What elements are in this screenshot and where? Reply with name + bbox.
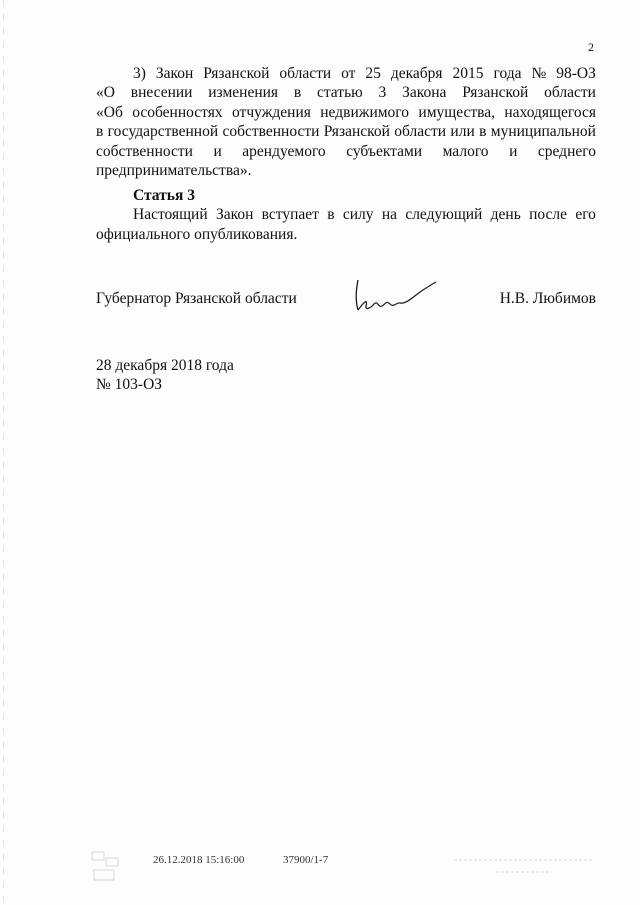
word: малого [442, 142, 489, 160]
word: «О [96, 84, 115, 102]
footer-timestamp: 26.12.2018 15:16:00 [153, 854, 245, 866]
signature-row [96, 290, 596, 308]
word: области [279, 65, 332, 82]
adoption-date: 28 декабря 2018 года [96, 357, 234, 374]
word: Рязанской [323, 123, 390, 141]
word: в [96, 123, 104, 141]
word: имущества, [418, 103, 495, 121]
word: 3 [378, 84, 387, 102]
word: года [493, 65, 522, 82]
page-number: 2 [588, 40, 594, 54]
word: находящегося [504, 103, 596, 121]
registration-stamp-icon [90, 848, 122, 884]
word: в [327, 206, 335, 224]
word: внесении [130, 84, 193, 102]
word: муниципальной [490, 123, 596, 141]
word: на [381, 206, 398, 224]
word: государственной [107, 123, 219, 141]
word: Закон [215, 206, 254, 224]
word: в [293, 84, 302, 102]
word: от [341, 65, 356, 82]
article-3-heading: Статья 3 [133, 187, 195, 204]
word: среднего [537, 142, 596, 160]
word: отчуждения [232, 103, 311, 121]
signatory-name: Н.В. Любимов [499, 290, 596, 307]
item-3-line-2 [96, 103, 596, 122]
footer-document-id: 37900/1-7 [283, 854, 329, 866]
word: Рязанской [203, 65, 270, 82]
word: области [394, 123, 447, 141]
word: декабря [390, 65, 443, 82]
word: силу [342, 206, 374, 224]
word: 98-ОЗ [556, 65, 596, 82]
word: официального опубликования. [96, 225, 298, 243]
word: статью [316, 84, 363, 102]
faint-stamp-icon [448, 850, 598, 884]
word: в [479, 123, 487, 141]
word: следующий [405, 206, 483, 224]
article-3-line-0 [96, 205, 596, 224]
word: день [490, 206, 521, 224]
word: «Об [96, 103, 123, 121]
word: области [544, 84, 596, 102]
word: 3) [133, 65, 146, 82]
word: собственности [222, 123, 320, 141]
word: Настоящий [133, 206, 208, 224]
scan-edge [3, 0, 4, 905]
word: Рязанской [462, 84, 529, 102]
word: субъектами [346, 142, 423, 160]
signatory-position: Губернатор Рязанской области [96, 290, 297, 307]
word: и [213, 142, 222, 160]
word: после [529, 206, 568, 224]
handwritten-signature [350, 276, 440, 316]
law-number: № 103-ОЗ [96, 376, 163, 393]
word: предпринимательства». [96, 162, 252, 180]
word: Закона [402, 84, 447, 102]
item-3-line-4 [96, 142, 596, 161]
item-3-line-1 [96, 83, 596, 102]
adoption-block [96, 356, 234, 394]
word: недвижимого [320, 103, 410, 121]
word: его [575, 206, 596, 224]
word: 25 [365, 65, 381, 82]
item-3-line-3 [96, 122, 596, 141]
item-3-paragraph [96, 64, 596, 180]
word: особенностях [132, 103, 223, 121]
word: арендуемого [242, 142, 326, 160]
article-3-line-1 [96, 225, 596, 244]
word: изменения [208, 84, 279, 102]
word: или [450, 123, 475, 141]
word: Закон [155, 65, 194, 82]
article-3 [96, 186, 596, 244]
item-3-line-0 [96, 64, 596, 83]
item-3-line-5 [96, 161, 596, 180]
word: и [509, 142, 518, 160]
word: 2015 [452, 65, 484, 82]
word: вступает [261, 206, 319, 224]
word: № [531, 65, 547, 82]
word: собственности [96, 142, 193, 160]
